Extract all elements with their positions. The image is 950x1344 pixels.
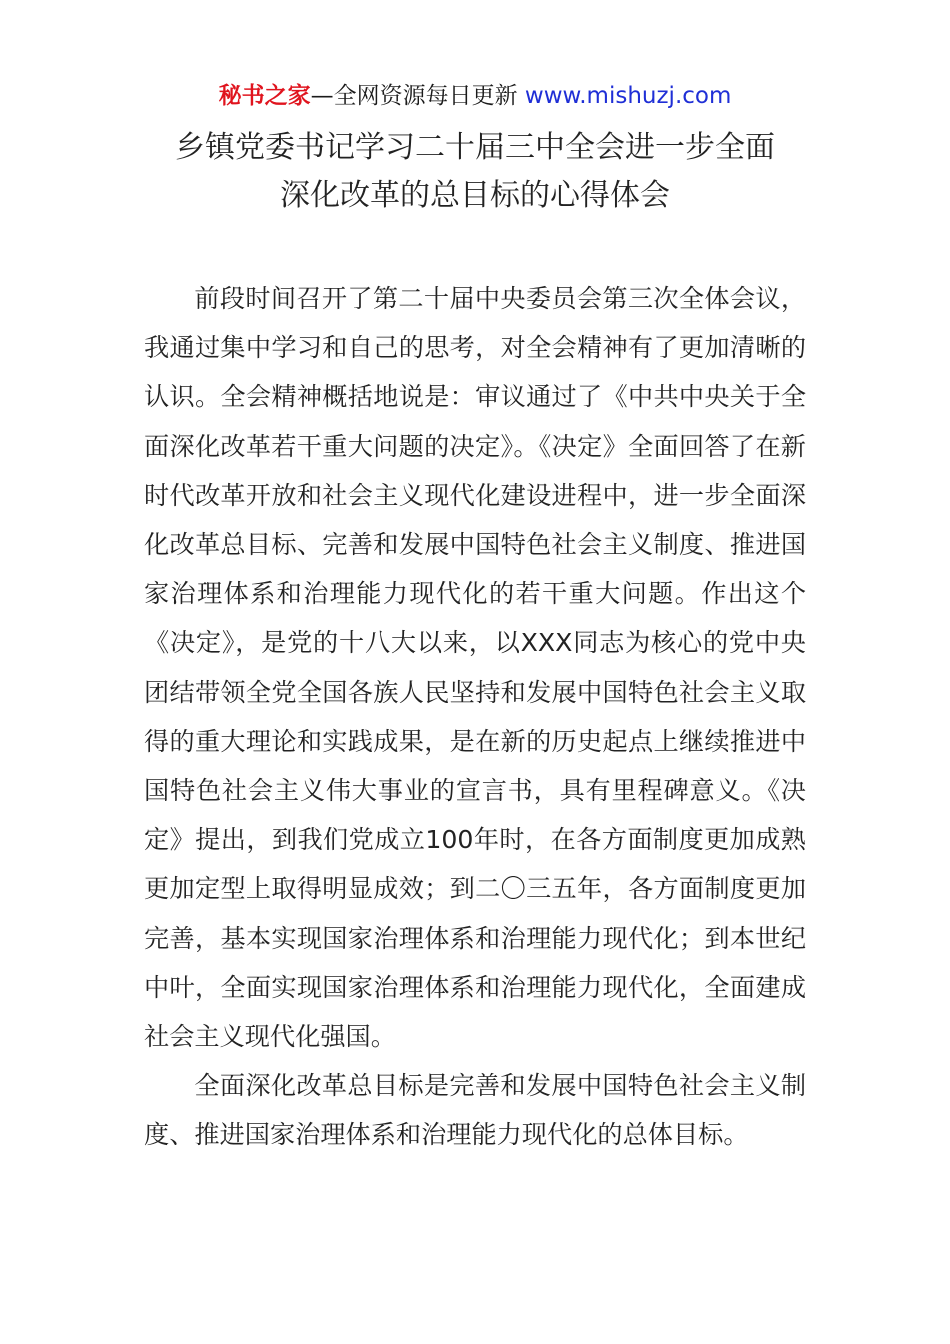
- body-paragraph-2: 全面深化改革总目标是完善和发展中国特色社会主义制度、推进国家治理体系和治理能力现代化的总体目标。: [144, 1071, 806, 1150]
- site-header-banner: [0, 80, 950, 112]
- brand-name: 秘书之家: [218, 83, 311, 109]
- document-title-line-2: 深化改革的总目标的心得体会: [280, 178, 670, 213]
- document-title: [120, 124, 830, 220]
- document-title-line-1: 乡镇党委书记学习二十届三中全会进一步全面: [175, 130, 775, 165]
- site-url-link[interactable]: www.mishuzj.com: [524, 83, 732, 109]
- document-body: [144, 274, 806, 1160]
- body-paragraph-1: 前段时间召开了第二十届中央委员会第三次全体会议，我通过集中学习和自己的思考，对全会精神有了更加清晰的认识。全会精神概括地说是：审议通过了《中共中央关于全面深化改革若干重大问题的决定》。《决定》全面回答了在新时代改革开放和社会主义现代化建设进程中，进一步全面深化改革总目标、完善和发展中国特色社会主义制度、推进国家治理体系和治理能力现代化的若干重大问题。作出这个《决定》，是党的十八大以来，以XXX同志为核心的党中央团结带领全党全国各族人民坚持和发展中国特色社会主义取得的重大理论和实践成果，是在新的历史起点上继续推进中国特色社会主义伟大事业的宣言书，具有里程碑意义。《决定》提出，到我们党成立100年时，在各方面制度更加成熟更加定型上取得明显成效；到二〇三五年，各方面制度更加完善，基本实现国家治理体系和治理能力现代化；到本世纪中叶，全面实现国家治理体系和治理能力现代化，全面建成社会主义现代化强国。: [144, 284, 806, 1052]
- header-tagline: —全网资源每日更新: [310, 83, 518, 109]
